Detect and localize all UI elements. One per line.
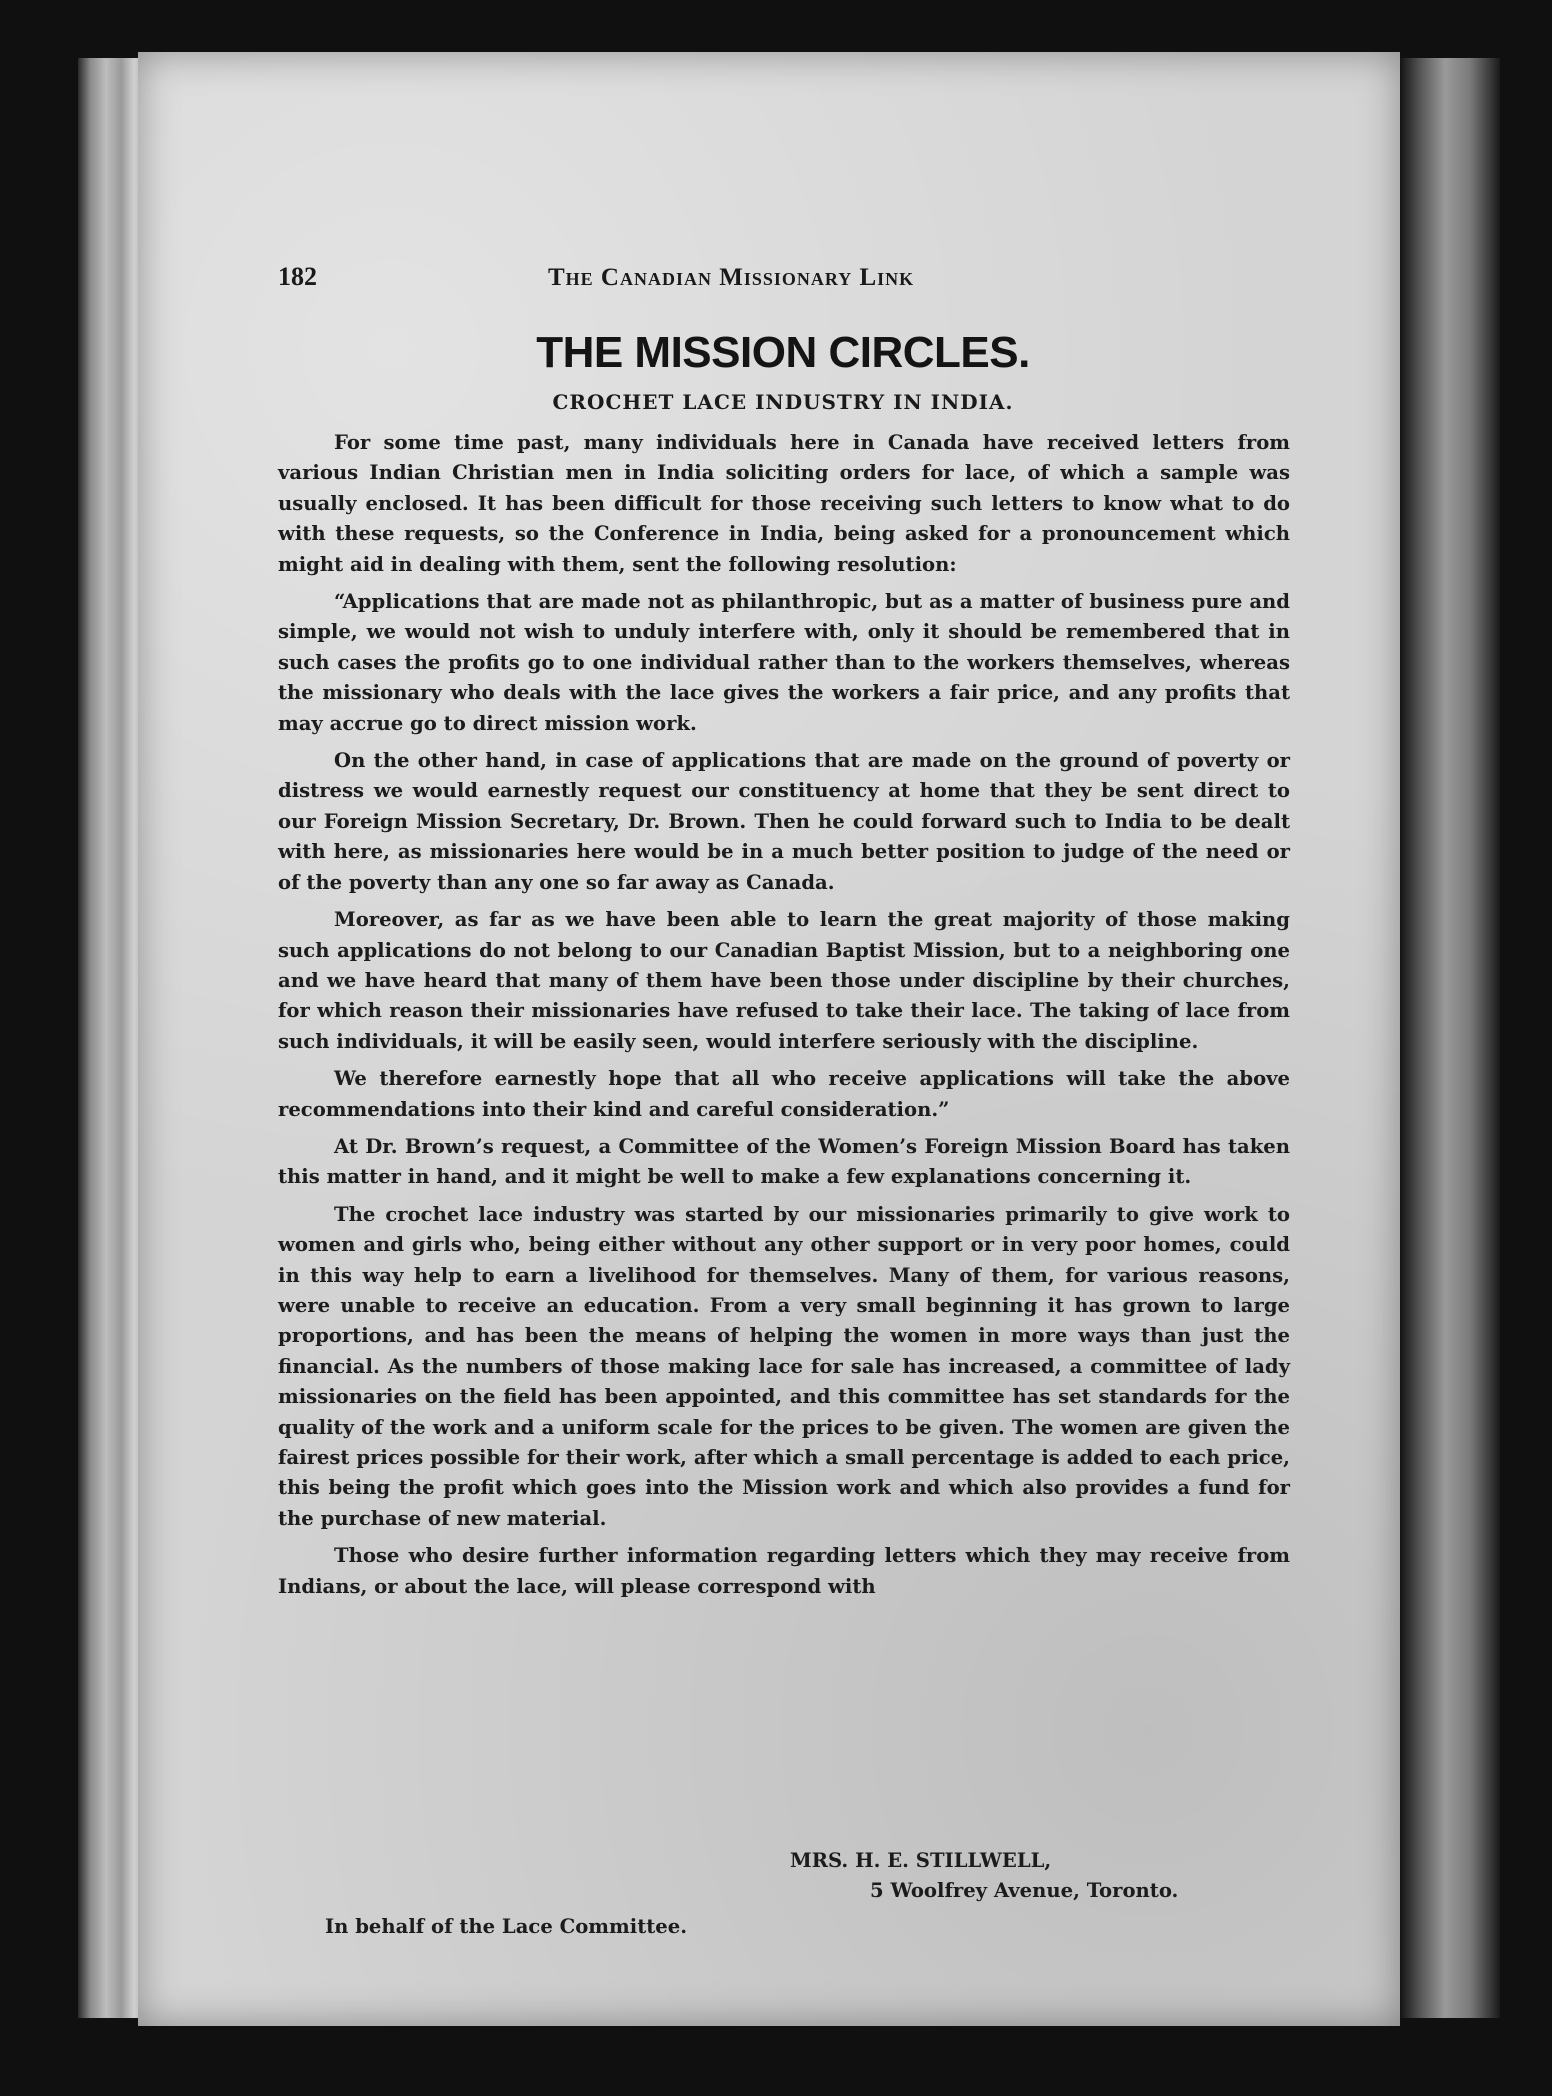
signature-name: MRS. H. E. STILLWELL, <box>790 1849 1052 1872</box>
page-number: 182 <box>278 262 317 291</box>
article-body <box>278 428 1290 1609</box>
paragraph: “Applications that are made not as philanthropic, but as a matter of business pure and simple, we would not wish to unduly interfere with, only it should be remembered that in such cases the profits go to one individual rather than to the workers themselves, whereas the missionary who deals with the lace gives the workers a fair price, and any profits that may accrue go to direct mission work. <box>278 590 1290 735</box>
on-behalf-line: In behalf of the Lace Committee. <box>325 1915 688 1938</box>
running-head <box>278 262 1328 296</box>
signature-address: 5 Woolfrey Avenue, Toronto. <box>870 1879 1179 1902</box>
paragraph: On the other hand, in case of applications that are made on the ground of poverty or distress we would earnestly request our constituency at home that they be sent direct to our Foreign Mission Secretary, Dr. Brown. Then he could forward such to India to be dealt with here, as missionaries here would be in a much better position to judge of the need or of the poverty than any one so far away as Canada. <box>278 749 1290 894</box>
paragraph: Those who desire further information regarding letters which they may receive from Indians, or about the lace, will please correspond with <box>278 1544 1290 1598</box>
signature-block <box>790 1846 1290 1906</box>
paragraph: We therefore earnestly hope that all who receive applications will take the above recommendations into their kind and careful consideration.” <box>278 1067 1290 1121</box>
facing-page-edge <box>1400 58 1500 2018</box>
paragraph: The crochet lace industry was started by our missionaries primarily to give work to women and girls who, being either without any other support or in very poor homes, could in this way help to earn a livelihood for themselves. Many of them, for various reasons, were unable to receive an education. From a very small beginning it has grown to large proportions, and has been the means of helping the women in more ways than just the financial. As the numbers of those making lace for sale has increased, a committee of lady missionaries on the field has been appointed, and this committee has set standards for the quality of the work and a uniform scale for the prices to be given. The women are given the fairest prices possible for their work, after which a small percentage is added to each price, this being the profit which goes into the Mission work and which also provides a fund for the purchase of new material. <box>278 1202 1290 1530</box>
journal-title: The Canadian Missionary Link <box>548 264 915 291</box>
paragraph: At Dr. Brown’s request, a Committee of the Women’s Foreign Mission Board has taken this matter in hand, and it might be well to make a few explanations concerning it. <box>278 1134 1290 1189</box>
section-heading: THE MISSION CIRCLES. <box>536 328 1030 377</box>
paragraph: For some time past, many individuals here in Canada have received letters from various Indian Christian men in India soliciting orders for lace, of which a sample was usually enclosed. It has been difficult for those receiving such letters to know what to do with these requests, so the Conference in India, being asked for a pronouncement which might aid in dealing with them, sent the following resolution: <box>278 431 1290 576</box>
article-subheading: CROCHET LACE INDUSTRY IN INDIA. <box>552 390 1014 414</box>
paragraph: Moreover, as far as we have been able to learn the great majority of those making such applications do not belong to our Canadian Baptist Mission, but to a neighboring one and we have heard that many of them have been those under discipline by their churches, for which reason their missionaries have refused to take their lace. The taking of lace from such individuals, it will be easily seen, would interfere seriously with the discipline. <box>278 908 1290 1053</box>
